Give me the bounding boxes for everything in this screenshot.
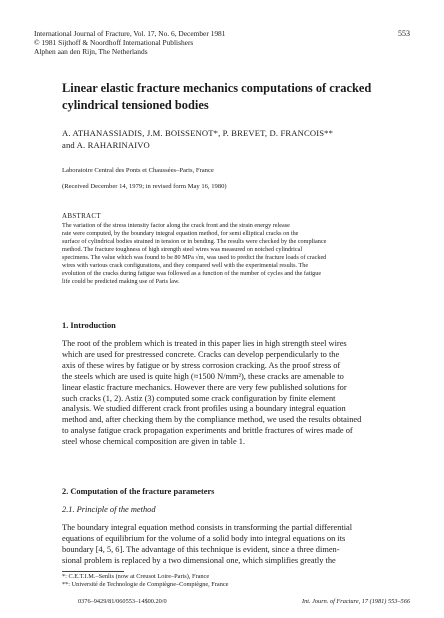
body-line: analysis. We studied different crack front profiles using a boundary integral equation: [62, 404, 346, 414]
received-date: (Received December 14, 1979; in revised form May 16, 1980): [62, 183, 227, 190]
title-line: cylindrical tensioned bodies: [62, 97, 209, 112]
abstract-line: method. The fracture toughness of high strength steel wires was measured on notched cylindrical: [62, 246, 303, 254]
subsection-heading-principle: 2.1. Principle of the method: [62, 505, 156, 514]
body-line: to analyse fatigue crack propagation experiments and brittle fractures of wires made of: [62, 426, 353, 436]
body-line: the steels which are used is quite high (≈1500 N/mm²), these cracks are amenable to: [62, 371, 344, 381]
authors-line: and A. RAHARINAIVO: [62, 139, 150, 150]
body-line: equations of equilibrium for the volume of a solid body into integral equations on its: [62, 533, 346, 543]
body-line: The root of the problem which is treated in this paper lies in high strength steel wires: [62, 339, 347, 348]
section-heading-computation: 2. Computation of the fracture parameters: [62, 487, 215, 496]
footnotes: [62, 573, 228, 590]
abstract-line: evolution of the cracks during fatigue was followed as a function of the number of cycles and the fatigue: [62, 270, 322, 278]
abstract-heading: ABSTRACT: [62, 212, 101, 220]
title-line: Linear elastic fracture mechanics computations of cracked: [62, 81, 372, 95]
body-line: linear elastic fracture mechanics. However there are very few published solutions for: [62, 382, 347, 392]
article-code: 0376–9429/81/060553–14$00.20/0: [78, 598, 167, 605]
paper-title: [62, 80, 371, 113]
abstract-line: wires with various crack configurations, and they compared well with the experimental results. The: [62, 262, 309, 270]
abstract-body: [62, 222, 326, 286]
journal-citation: Int. Journ. of Fracture, 17 (1981) 553–566: [301, 598, 410, 605]
abstract-line: specimens. The value which was found to be 80 MPa √m, was used to predict the fracture loads of cracked: [62, 254, 327, 262]
principle-body: [62, 523, 352, 567]
page-number: 553: [398, 29, 410, 38]
body-line: sional problem is replaced by a two dimensional one, which simplifies greatly the: [62, 555, 336, 565]
body-line: boundary [4, 5, 6]. The advantage of this technique is evident, since a three dimen-: [62, 544, 340, 554]
journal-header: [34, 29, 225, 57]
body-line: which are used for prestressed concrete. Cracks can develop perpendicularly to the: [62, 349, 340, 359]
abstract-line: life could be predicted making use of Paris law.: [62, 278, 180, 286]
section-heading-introduction: 1. Introduction: [62, 321, 116, 330]
footnote-divider: [62, 571, 124, 572]
abstract-line: The variation of the stress intensity factor along the crack front and the strain energy release: [62, 222, 290, 229]
journal-info-line: International Journal of Fracture, Vol. 17, No. 6, December 1981: [34, 29, 226, 38]
footnote: *: C.E.T.I.M.–Senlis (now at Creusot Loire–Paris), France: [62, 573, 210, 580]
footnote: **: Université de Technologie de Compiègne–Compiègne, France: [62, 581, 229, 589]
affiliation: Laboratoire Central des Ponts et Chaussées–Paris, France: [62, 167, 214, 174]
body-line: The boundary integral equation method consists in transforming the partial differential: [62, 523, 353, 532]
author-list: [62, 128, 333, 151]
introduction-body: [62, 339, 361, 448]
abstract-line: rate were computed, by the boundary integral equation method, for semi elliptical cracks on the: [62, 230, 299, 238]
body-line: such cracks (1, 2). Astiz (3) computed some crack configuration by finite element: [62, 393, 336, 403]
copyright-line: © 1981 Sijthoff & Noordhoff International Publishers: [34, 38, 194, 48]
body-line: method and, after checking them by the compliance method, we used the results obtained: [62, 415, 362, 425]
abstract-line: surface of cylindrical bodies strained in tension or in bending. The results were checked by the compliance: [62, 238, 327, 246]
authors-line: A. ATHANASSIADIS, J.M. BOISSENOT*, P. BREVET, D. FRANCOIS**: [62, 128, 334, 138]
body-line: steel whose chemical composition are given in table 1.: [62, 437, 246, 447]
body-line: axis of these wires by fatigue or by stress corrosion cracking. As the proof stress of: [62, 360, 341, 370]
publisher-location-line: Alphen aan den Rijn, The Netherlands: [34, 47, 148, 57]
